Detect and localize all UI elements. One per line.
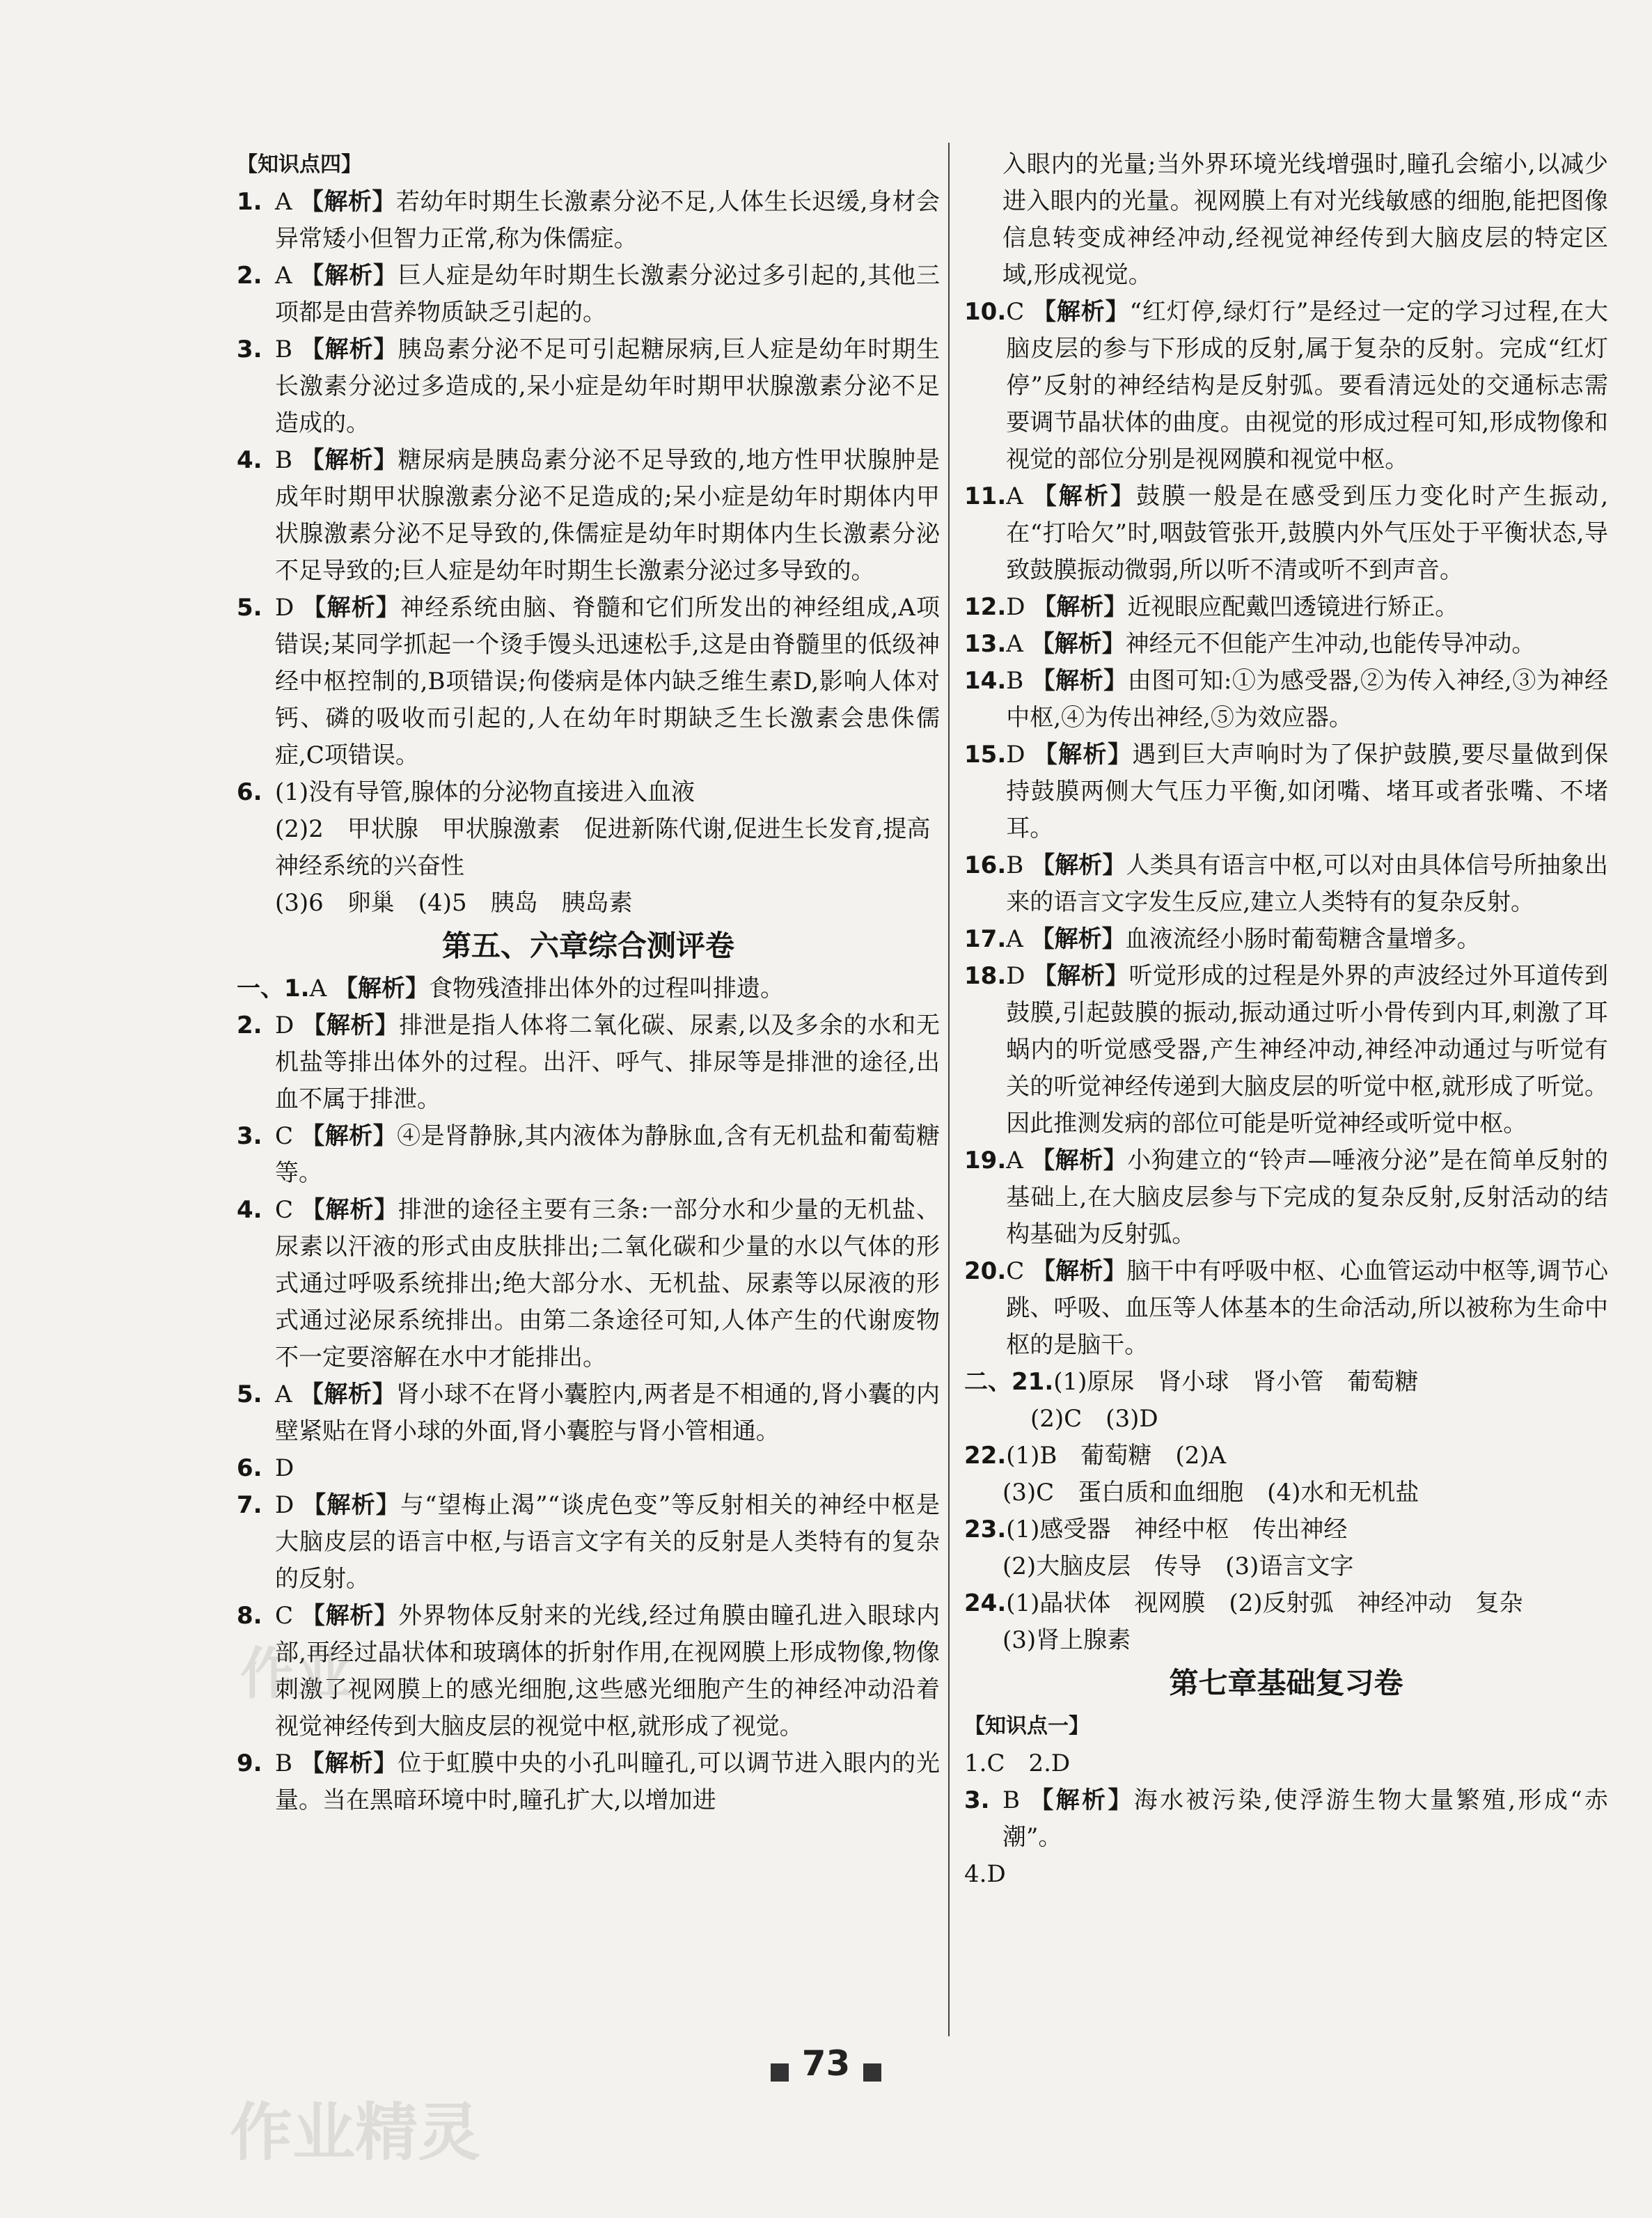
answer-item <box>964 847 1608 921</box>
answer-letter: C <box>1006 298 1025 326</box>
analysis-tag: 【解析】 <box>1030 630 1126 658</box>
item-number: 7. <box>237 1491 262 1519</box>
analysis-text: 排泄是指人体将二氧化碳、尿素,以及多余的水和无机盐等排出体外的过程。出汗、呼气、排尿等是排泄的途径,出血不属于排泄。 <box>275 1012 941 1113</box>
answer-item <box>964 589 1608 626</box>
watermark-text: 作业 <box>240 1642 352 1706</box>
answer-line: 4.D <box>964 1860 1006 1888</box>
item-number: 一、1. <box>237 975 310 1002</box>
watermark-text: 作业精灵 <box>230 2096 480 2169</box>
analysis-tag: 【解析】 <box>302 594 401 622</box>
item-number: 20. <box>964 1257 1007 1285</box>
item-number: 5. <box>237 594 262 622</box>
answer-letter: B <box>275 336 292 363</box>
answer-item <box>237 1487 940 1598</box>
answer-letter: A <box>275 1381 292 1408</box>
footer-mark-icon <box>771 2063 789 2082</box>
answer-item-q23 <box>964 1511 1608 1548</box>
answer-line: (1)晶状体 视网膜 (2)反射弧 神经冲动 复杂 <box>1006 1589 1523 1617</box>
item-number: 24. <box>964 1589 1007 1617</box>
answer-item-q21 <box>964 1364 1608 1401</box>
answer-item <box>237 1007 940 1118</box>
column-divider <box>948 143 950 2036</box>
answer-item <box>237 1450 940 1487</box>
analysis-tag: 【解析】 <box>301 1602 399 1630</box>
answer-letter: B <box>275 1749 292 1777</box>
answer-item-q22 <box>964 1438 1608 1474</box>
answer-item <box>964 1253 1608 1364</box>
answer-item <box>237 258 940 331</box>
answer-item <box>964 958 1608 1142</box>
answer-letter: B <box>1006 667 1024 695</box>
answer-letter: D <box>275 594 294 622</box>
answer-line: (2)2 甲状腺 甲状腺激素 促进新陈代谢,促进生长发育,提高神经系统的兴奋性 <box>275 815 931 880</box>
answer-letter: A <box>1006 482 1023 510</box>
answer-item <box>237 442 940 590</box>
answer-letter: B <box>1006 851 1024 879</box>
item-number: 19. <box>964 1147 1007 1174</box>
analysis-text: 鼓膜一般是在感受到压力变化时产生振动,在“打哈欠”时,咽鼓管张开,鼓膜内外气压处于平衡状态,导致鼓膜振动微弱,所以听不清或听不到声音。 <box>1006 482 1609 584</box>
analysis-tag: 【解析】 <box>1032 593 1128 621</box>
answer-item <box>237 184 940 258</box>
right-column <box>964 146 1608 1893</box>
answer-item <box>237 1745 940 1819</box>
analysis-text: 小狗建立的“铃声—唾液分泌”是在简单反射的基础上,在大脑皮层参与下完成的复杂反射,反射活动的结构基础为反射弧。 <box>1006 1147 1609 1248</box>
item-number: 3. <box>237 1122 262 1150</box>
analysis-text: 糖尿病是胰岛素分泌不足导致的,地方性甲状腺肿是成年时期甲状腺激素分泌不足造成的;呆小症是幼年时期体内甲状腺激素分泌不足导致的,侏儒症是幼年时期体内生长激素分泌不足导致的;巨人症是幼年时期生长激素分泌过多导致的。 <box>275 446 941 585</box>
answer-item <box>964 626 1608 663</box>
answer-letter: D <box>275 1012 294 1039</box>
answer-letter: A <box>309 975 327 1002</box>
analysis-text: 近视眼应配戴凹透镜进行矫正。 <box>1127 593 1459 621</box>
answer-letter: B <box>275 446 292 474</box>
item-number: 5. <box>237 1381 262 1408</box>
analysis-tag: 【解析】 <box>300 262 398 290</box>
item-number: 8. <box>237 1602 262 1630</box>
item-number: 6. <box>237 1454 262 1482</box>
analysis-text: 神经元不但能产生冲动,也能传导冲动。 <box>1125 630 1536 658</box>
section-heading: 【知识点四】 <box>237 152 362 177</box>
analysis-text: 入眼内的光量;当外界环境光线增强时,瞳孔会缩小,以减少进入眼内的光量。视网膜上有对光线敏感的细胞,能把图像信息转变成神经冲动,经视觉神经传到大脑皮层的特定区域,形成视觉。 <box>1002 150 1608 289</box>
left-column <box>237 146 940 1819</box>
answer-item <box>964 1142 1608 1253</box>
answer-line: (1)没有导管,腺体的分泌物直接进入血液 <box>275 778 695 806</box>
answer-item <box>964 1782 1608 1856</box>
answer-line: (2)C (3)D <box>1030 1405 1158 1433</box>
answer-item-q24 <box>964 1585 1608 1622</box>
answer-letter: B <box>1002 1786 1020 1814</box>
item-number: 22. <box>964 1442 1007 1470</box>
answer-item <box>237 970 940 1007</box>
answer-item <box>964 478 1608 589</box>
page-number: 73 <box>801 2043 851 2084</box>
analysis-text: 食物残渣排出体外的过程叫排遗。 <box>428 975 784 1002</box>
analysis-text: 外界物体反射来的光线,经过角膜由瞳孔进入眼球内部,再经过晶状体和玻璃体的折射作用,在视网膜上形成物像,物像刺激了视网膜上的感光细胞,这些感光细胞产生的神经冲动沿着视觉神经传到大脑皮层的视觉中枢,就形成了视觉。 <box>275 1602 941 1740</box>
item-number: 6. <box>237 778 262 806</box>
answer-line: 1.C 2.D <box>964 1749 1071 1777</box>
answer-line: (1)B 葡萄糖 (2)A <box>1006 1442 1227 1470</box>
analysis-tag: 【解析】 <box>1032 482 1136 510</box>
analysis-text: 人类具有语言中枢,可以对由具体信号所抽象出来的语言文字发生反应,建立人类特有的复杂反射。 <box>1006 851 1609 916</box>
item-number: 15. <box>964 741 1007 769</box>
item-number: 1. <box>237 188 262 216</box>
analysis-tag: 【解析】 <box>1032 298 1130 326</box>
item-number: 17. <box>964 925 1007 953</box>
analysis-text: 神经系统由脑、脊髓和它们所发出的神经组成,A项错误;某同学抓起一个烫手馒头迅速松手,这是由脊髓里的低级神经中枢控制的,B项错误;佝偻病是体内缺乏维生素D,影响人体对钙、磷的吸收而引起的,人在幼年时期缺乏生长激素会患侏儒症,C项错误。 <box>275 594 940 769</box>
answer-item <box>237 1376 940 1450</box>
answer-item <box>964 294 1608 478</box>
analysis-tag: 【解析】 <box>1030 925 1126 953</box>
analysis-tag: 【解析】 <box>300 446 398 474</box>
answer-letter: C <box>1006 1257 1025 1285</box>
analysis-text: “红灯停,绿灯行”是经过一定的学习过程,在大脑皮层的参与下形成的反射,属于复杂的反射。完成“红灯停”反射的神经结构是反射弧。要看清远处的交通标志需要调节晶状体的曲度。由视觉的形成过程可知,形成物像和视觉的部位分别是视网膜和视觉中枢。 <box>1006 298 1608 473</box>
analysis-tag: 【解析】 <box>1031 851 1126 879</box>
answer-letter: C <box>275 1196 294 1224</box>
answer-item-q6 <box>237 774 940 811</box>
answer-letter: D <box>275 1491 294 1519</box>
answer-letter: D <box>1006 962 1025 990</box>
item-number: 18. <box>964 962 1007 990</box>
analysis-text: 肾小球不在肾小囊腔内,两者是不相通的,肾小囊的内壁紧贴在肾小球的外面,肾小囊腔与肾小管相通。 <box>275 1381 940 1445</box>
item-number: 3. <box>237 336 262 363</box>
item-number: 14. <box>964 667 1007 695</box>
answer-letter: A <box>1006 1147 1023 1174</box>
item-number: 二、21. <box>964 1368 1054 1396</box>
answer-item <box>237 1118 940 1192</box>
section-heading: 【知识点一】 <box>964 1714 1089 1738</box>
analysis-text: 位于虹膜中央的小孔叫瞳孔,可以调节进入眼内的光量。当在黑暗环境中时,瞳孔扩大,以增加进 <box>275 1749 941 1814</box>
answer-letter: D <box>1006 593 1025 621</box>
analysis-tag: 【解析】 <box>301 1012 400 1039</box>
answer-line: (3)C 蛋白质和血细胞 (4)水和无机盐 <box>1002 1479 1419 1507</box>
item-number: 9. <box>237 1749 262 1777</box>
answer-letter: C <box>275 1602 294 1630</box>
item-number: 10. <box>964 298 1007 326</box>
answer-line: (1)原尿 肾小球 肾小管 葡萄糖 <box>1053 1368 1419 1396</box>
analysis-tag: 【解析】 <box>333 975 429 1002</box>
analysis-tag: 【解析】 <box>1032 962 1129 990</box>
analysis-tag: 【解析】 <box>301 1196 399 1224</box>
analysis-text: 由图可知:①为感受器,②为传入神经,③为神经中枢,④为传出神经,⑤为效应器。 <box>1006 667 1608 732</box>
answer-item <box>964 737 1608 847</box>
footer-mark-icon <box>863 2063 881 2082</box>
item-number: 12. <box>964 593 1007 621</box>
analysis-tag: 【解析】 <box>299 1381 396 1408</box>
answer-item <box>237 590 940 774</box>
item-number: 16. <box>964 851 1007 879</box>
item-number: 23. <box>964 1516 1007 1543</box>
analysis-text: 巨人症是幼年时期生长激素分泌过多引起的,其他三项都是由营养物质缺乏引起的。 <box>275 262 941 327</box>
chapter-title: 第七章基础复习卷 <box>1169 1666 1403 1700</box>
chapter-title: 第五、六章综合测评卷 <box>441 929 734 963</box>
answer-letter: D <box>275 1454 294 1482</box>
item-number: 4. <box>237 1196 262 1224</box>
answer-line: (3)6 卵巢 (4)5 胰岛 胰岛素 <box>275 889 633 917</box>
analysis-text: 海水被污染,使浮游生物大量繁殖,形成“赤潮”。 <box>1002 1786 1609 1851</box>
analysis-text: 血液流经小肠时葡萄糖含量增多。 <box>1125 925 1481 953</box>
item-number: 3. <box>964 1786 990 1814</box>
analysis-tag: 【解析】 <box>1031 667 1128 695</box>
analysis-text: 听觉形成的过程是外界的声波经过外耳道传到鼓膜,引起鼓膜的振动,振动通过听小骨传到内耳,刺激了耳蜗内的听觉感受器,产生神经冲动,神经冲动通过与听觉有关的听觉神经传递到大脑皮层的听觉中枢,就形成了听觉。因此推测发病的部位可能是听觉神经或听觉中枢。 <box>1006 962 1609 1138</box>
item-number: 11. <box>964 482 1007 510</box>
answer-line: (3)肾上腺素 <box>1002 1626 1131 1654</box>
answer-letter: C <box>275 1122 294 1150</box>
analysis-text: 遇到巨大声响时为了保护鼓膜,要尽量做到保持鼓膜两侧大气压力平衡,如闭嘴、堵耳或者张嘴、不堵耳。 <box>1006 741 1609 842</box>
answer-item <box>237 331 940 442</box>
item-number: 13. <box>964 630 1007 658</box>
answer-item <box>964 921 1608 958</box>
answer-letter: D <box>1006 741 1025 769</box>
item-number: 4. <box>237 446 262 474</box>
answer-letter: A <box>275 262 292 290</box>
analysis-tag: 【解析】 <box>299 188 396 216</box>
analysis-text: ④是肾静脉,其内液体为静脉血,含有无机盐和葡萄糖等。 <box>275 1122 940 1187</box>
answer-item <box>964 663 1608 737</box>
answer-item <box>237 1192 940 1376</box>
answer-line: (2)大脑皮层 传导 (3)语言文字 <box>1002 1552 1354 1580</box>
continuation-text <box>964 146 1608 294</box>
analysis-tag: 【解析】 <box>300 336 398 363</box>
item-number: 2. <box>237 262 262 290</box>
analysis-tag: 【解析】 <box>301 1122 398 1150</box>
analysis-text: 若幼年时期生长激素分泌不足,人体生长迟缓,身材会异常矮小但智力正常,称为侏儒症。 <box>275 188 940 253</box>
answer-letter: A <box>1006 925 1023 953</box>
page-footer <box>0 2043 1652 2084</box>
analysis-tag: 【解析】 <box>302 1491 400 1519</box>
answer-letter: A <box>275 188 292 216</box>
answer-line: (1)感受器 神经中枢 传出神经 <box>1006 1516 1348 1543</box>
analysis-tag: 【解析】 <box>1031 1147 1128 1174</box>
analysis-tag: 【解析】 <box>1033 741 1133 769</box>
analysis-text: 排泄的途径主要有三条:一部分水和少量的无机盐、尿素以汗液的形式由皮肤排出;二氧化碳和少量的水以气体的形式通过呼吸系统排出;绝大部分水、无机盐、尿素等以尿液的形式通过泌尿系统排出。由第二条途径可知,人体产生的代谢废物不一定要溶解在水中才能排出。 <box>275 1196 940 1371</box>
analysis-text: 脑干中有呼吸中枢、心血管运动中枢等,调节心跳、呼吸、血压等人体基本的生命活动,所以被称为生命中枢的是脑干。 <box>1006 1257 1609 1359</box>
analysis-tag: 【解析】 <box>1030 1786 1134 1814</box>
analysis-text: 与“望梅止渴”“谈虎色变”等反射相关的神经中枢是大脑皮层的语言中枢,与语言文字有关的反射是人类特有的复杂的反射。 <box>275 1491 941 1593</box>
analysis-tag: 【解析】 <box>300 1749 398 1777</box>
analysis-text: 胰岛素分泌不足可引起糖尿病,巨人症是幼年时期生长激素分泌过多造成的,呆小症是幼年时期甲状腺激素分泌不足造成的。 <box>275 336 941 437</box>
answer-letter: A <box>1006 630 1023 658</box>
item-number: 2. <box>237 1012 262 1039</box>
analysis-tag: 【解析】 <box>1032 1257 1127 1285</box>
